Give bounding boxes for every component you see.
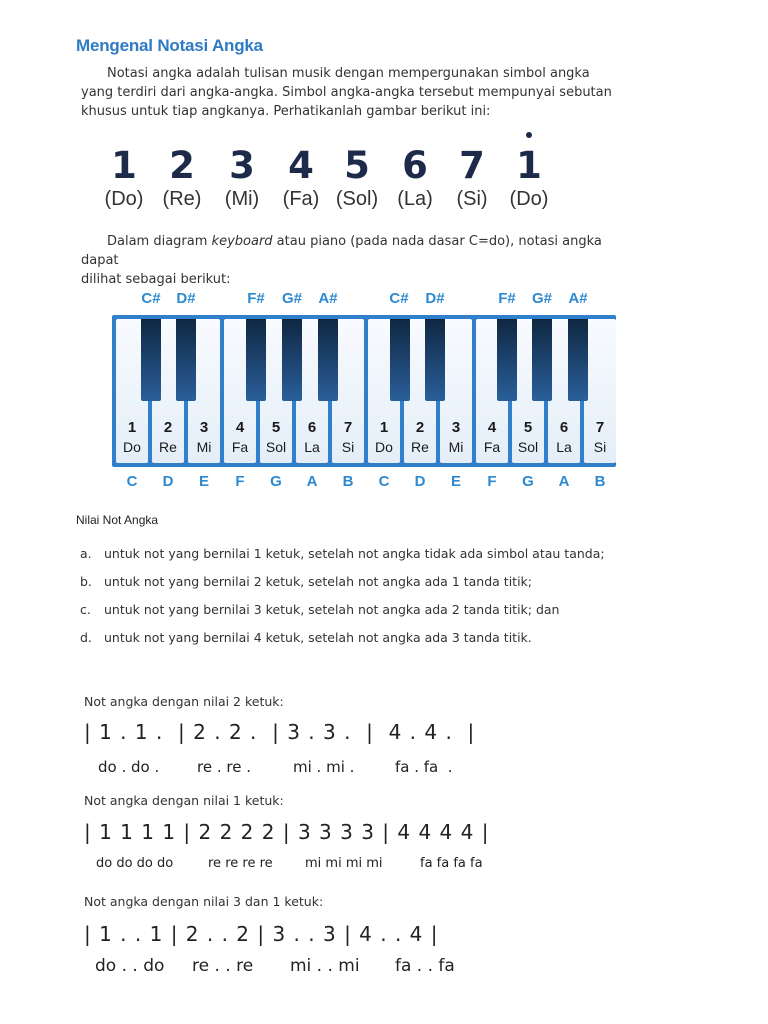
- white-key: 2 Re: [404, 319, 436, 463]
- white-key: 1 Do: [116, 319, 148, 463]
- sharp-label: G#: [281, 290, 302, 307]
- white-key: 7 Si: [584, 319, 616, 463]
- keyboard: [112, 315, 616, 467]
- black-key: [425, 319, 445, 401]
- white-key: 2 Re: [152, 319, 184, 463]
- black-key: [246, 319, 266, 401]
- key-letter: F: [235, 473, 245, 490]
- white-key: 5 Sol: [512, 319, 544, 463]
- note-symbols: [104, 140, 564, 220]
- lyric: re . . re: [192, 956, 254, 976]
- key-letter: B: [342, 473, 354, 490]
- white-key: 4 Fa: [476, 319, 508, 463]
- lyric: mi mi mi mi: [305, 856, 383, 871]
- note-7: 7 (Si): [456, 144, 488, 210]
- black-key: [282, 319, 302, 401]
- black-key: [390, 319, 410, 401]
- note-5: 5 (Sol): [335, 144, 379, 210]
- example-caption: Not angka dengan nilai 3 dan 1 ketuk:: [84, 894, 324, 909]
- note-2: 2 (Re): [162, 144, 202, 210]
- black-key: [318, 319, 338, 401]
- key-letter: E: [198, 473, 209, 490]
- list-item: b. untuk not yang bernilai 2 ketuk, setelah not angka ada 1 tanda titik;: [80, 574, 532, 589]
- white-key: 3 Mi: [188, 319, 220, 463]
- lyric: do do do do: [96, 856, 174, 871]
- sharp-label: F#: [247, 290, 265, 307]
- lyric: do . do .: [98, 758, 160, 776]
- white-key: 3 Mi: [440, 319, 472, 463]
- key-letter: C: [126, 473, 138, 490]
- lyric: fa . fa .: [395, 758, 453, 776]
- lyric: fa fa fa fa: [420, 856, 483, 871]
- black-key: [176, 319, 196, 401]
- piano-diagram: [112, 290, 616, 500]
- white-key: 7 Si: [332, 319, 364, 463]
- list-item: a. untuk not yang bernilai 1 ketuk, setelah not angka tidak ada simbol atau tanda;: [80, 546, 605, 561]
- intro-line-1: Notasi angka adalah tulisan musik dengan mempergunakan simbol angka: [107, 66, 590, 81]
- key-letter: F: [487, 473, 497, 490]
- white-key: 6 La: [548, 319, 580, 463]
- intro-line-3: khusus untuk tiap angkanya. Perhatikanlah gambar berikut ini:: [81, 104, 491, 119]
- diagram-paragraph: Dalam diagram keyboard atau piano (pada nada dasar C=do), notasi angka dapat dilihat sebagai berikut:: [81, 234, 602, 287]
- black-key: [141, 319, 161, 401]
- black-key: [497, 319, 517, 401]
- note-6: 6 (La): [397, 144, 433, 210]
- sharp-label: A#: [318, 290, 338, 307]
- white-key: 6 La: [296, 319, 328, 463]
- note-1: 1 (Do): [104, 144, 144, 210]
- example-caption: Not angka dengan nilai 1 ketuk:: [84, 793, 284, 808]
- sharp-label: C#: [141, 290, 161, 307]
- white-key: 5 Sol: [260, 319, 292, 463]
- black-key: [532, 319, 552, 401]
- key-letter: A: [306, 473, 318, 490]
- list-item: c. untuk not yang bernilai 3 ketuk, setelah not angka ada 2 tanda titik; dan: [80, 602, 560, 617]
- sharp-label: A#: [568, 290, 588, 307]
- key-letter: C: [378, 473, 390, 490]
- high-octave-dot: [526, 132, 532, 138]
- black-key: [568, 319, 588, 401]
- white-key: 4 Fa: [224, 319, 256, 463]
- notation-line: | 1 . 1 . | 2 . 2 . | 3 . 3 . | 4 . 4 . |: [84, 720, 476, 744]
- key-letter: B: [594, 473, 606, 490]
- key-letter: A: [558, 473, 570, 490]
- lyric: re . re .: [197, 758, 251, 776]
- key-letter: G: [522, 473, 534, 490]
- lyric: re re re re: [208, 856, 273, 871]
- lyric: mi . . mi: [290, 956, 360, 976]
- notation-line: | 1 . . 1 | 2 . . 2 | 3 . . 3 | 4 . . 4 |: [84, 922, 439, 946]
- note-4: 4 (Fa): [282, 144, 320, 210]
- lyric: mi . mi .: [293, 758, 355, 776]
- lyric: do . . do: [95, 956, 165, 976]
- key-letter: D: [414, 473, 426, 490]
- intro-line-2: yang terdiri dari angka-angka. Simbol angka-angka tersebut mempunyai sebutan: [81, 85, 612, 100]
- key-letter: G: [270, 473, 282, 490]
- sharp-label: C#: [389, 290, 409, 307]
- note-3: 3 (Mi): [224, 144, 260, 210]
- key-letter: E: [450, 473, 461, 490]
- rules-list: [80, 544, 640, 656]
- page-title: Mengenal Notasi Angka: [76, 36, 263, 55]
- sharp-label: G#: [531, 290, 552, 307]
- list-item: d. untuk not yang bernilai 4 ketuk, setelah not angka ada 3 tanda titik.: [80, 630, 532, 645]
- white-key: 1 Do: [368, 319, 400, 463]
- intro-paragraph: [81, 64, 621, 121]
- sharp-label: D#: [425, 290, 445, 307]
- sharp-label: D#: [176, 290, 196, 307]
- sharp-label: F#: [498, 290, 516, 307]
- note-high-do: 1 (Do): [499, 140, 559, 211]
- section-heading: Nilai Not Angka: [76, 513, 159, 527]
- lyric: fa . . fa: [395, 956, 455, 976]
- notation-line: | 1 1 1 1 | 2 2 2 2 | 3 3 3 3 | 4 4 4 4 |: [84, 820, 490, 844]
- example-caption: Not angka dengan nilai 2 ketuk:: [84, 694, 284, 709]
- key-letter: D: [162, 473, 174, 490]
